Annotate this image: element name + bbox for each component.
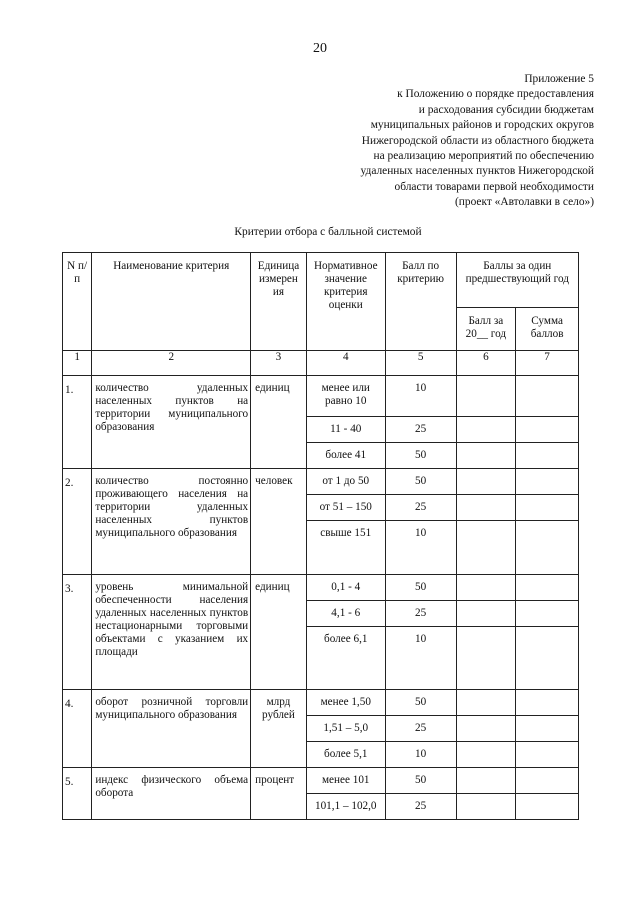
appendix-line: Приложение 5 xyxy=(524,73,594,85)
page-number: 20 xyxy=(313,41,327,56)
prev-score-cell xyxy=(456,575,516,601)
norm-value: 4,1 - 6 xyxy=(306,601,385,627)
table-row xyxy=(63,690,579,716)
prev-sum-cell xyxy=(516,690,579,716)
appendix-line: области товарами первой необходимости xyxy=(394,180,594,193)
prev-score-cell xyxy=(456,521,516,575)
appendix-line: и расходования субсидии бюджетам xyxy=(418,103,594,116)
norm-value: более 6,1 xyxy=(306,627,385,690)
score-value: 25 xyxy=(385,417,456,443)
score-value: 50 xyxy=(385,469,456,495)
prev-sum-cell xyxy=(516,601,579,627)
table-row xyxy=(63,469,579,495)
prev-sum-cell xyxy=(516,376,579,417)
prev-sum-cell xyxy=(516,768,579,794)
score-value: 50 xyxy=(385,768,456,794)
criterion-name: оборот розничной торговли муниципального образования xyxy=(92,690,251,768)
norm-value: менее 101 xyxy=(306,768,385,794)
appendix-line: на реализацию мероприятий по обеспечению xyxy=(373,150,594,163)
criterion-unit: единиц xyxy=(251,575,307,690)
norm-value: менее или равно 10 xyxy=(306,376,385,417)
score-value: 50 xyxy=(385,575,456,601)
score-value: 25 xyxy=(385,495,456,521)
column-number: 6 xyxy=(456,351,516,376)
criterion-number: 1. xyxy=(63,376,92,469)
criterion-name: количество удаленных населенных пунктов на территории муниципального образования xyxy=(92,376,251,469)
column-number: 7 xyxy=(516,351,579,376)
score-value: 25 xyxy=(385,601,456,627)
prev-sum-cell xyxy=(516,627,579,690)
prev-score-cell xyxy=(456,768,516,794)
criterion-unit: процент xyxy=(251,768,307,820)
header-prev-year: Баллы за один предшествующий год xyxy=(456,253,578,308)
criterion-name: индекс физического объема оборота xyxy=(92,768,251,820)
score-value: 10 xyxy=(385,376,456,417)
criterion-name: количество постоянно проживающего населения на территории удаленных населенных пунктов муниципального образования xyxy=(92,469,251,575)
column-number: 3 xyxy=(251,351,307,376)
prev-score-cell xyxy=(456,443,516,469)
criterion-number: 3. xyxy=(63,575,92,690)
prev-sum-cell xyxy=(516,742,579,768)
appendix-line: (проект «Автолавки в село») xyxy=(454,196,594,209)
norm-value: от 51 – 150 xyxy=(306,495,385,521)
header-prev-score: Балл за 20__ год xyxy=(456,308,516,351)
table-row xyxy=(63,768,579,794)
norm-value: более 41 xyxy=(306,443,385,469)
column-number: 4 xyxy=(306,351,385,376)
prev-score-cell xyxy=(456,742,516,768)
appendix-block xyxy=(294,72,594,211)
prev-score-cell xyxy=(456,794,516,820)
appendix-line: к Положению о порядке предоставления xyxy=(397,88,594,101)
prev-score-cell xyxy=(456,690,516,716)
criterion-unit: млрд рублей xyxy=(251,690,307,768)
header-score: Балл по критерию xyxy=(385,253,456,351)
prev-score-cell xyxy=(456,469,516,495)
appendix-line: удаленных населенных пунктов Нижегородской xyxy=(360,165,594,178)
column-number: 1 xyxy=(63,351,92,376)
norm-value: 101,1 – 102,0 xyxy=(306,794,385,820)
norm-value: менее 1,50 xyxy=(306,690,385,716)
prev-sum-cell xyxy=(516,794,579,820)
score-value: 50 xyxy=(385,443,456,469)
criterion-unit: человек xyxy=(251,469,307,575)
header-norm: Нормативное значение критерия оценки xyxy=(306,253,385,351)
criterion-number: 5. xyxy=(63,768,92,820)
criterion-unit: единиц xyxy=(251,376,307,469)
header-unit: Единица измерен ия xyxy=(251,253,307,351)
prev-sum-cell xyxy=(516,521,579,575)
table-row xyxy=(63,575,579,601)
criterion-name: уровень минимальной обеспеченности населения удаленных населенных пунктов нестационарными торговыми объектами с указанием их площади xyxy=(92,575,251,690)
prev-score-cell xyxy=(456,495,516,521)
table-caption: Критерии отбора с балльной системой xyxy=(234,226,422,238)
norm-value: более 5,1 xyxy=(306,742,385,768)
prev-score-cell xyxy=(456,376,516,417)
prev-score-cell xyxy=(456,601,516,627)
prev-sum-cell xyxy=(516,443,579,469)
table-row xyxy=(63,376,579,417)
score-value: 25 xyxy=(385,716,456,742)
criterion-number: 2. xyxy=(63,469,92,575)
norm-value: свыше 151 xyxy=(306,521,385,575)
prev-sum-cell xyxy=(516,417,579,443)
score-value: 10 xyxy=(385,742,456,768)
score-value: 50 xyxy=(385,690,456,716)
header-prev-sum: Сумма баллов xyxy=(516,308,579,351)
norm-value: 11 - 40 xyxy=(306,417,385,443)
prev-sum-cell xyxy=(516,575,579,601)
prev-sum-cell xyxy=(516,716,579,742)
score-value: 10 xyxy=(385,627,456,690)
norm-value: 1,51 – 5,0 xyxy=(306,716,385,742)
score-value: 25 xyxy=(385,794,456,820)
prev-score-cell xyxy=(456,627,516,690)
prev-score-cell xyxy=(456,716,516,742)
column-number: 2 xyxy=(92,351,251,376)
column-number: 5 xyxy=(385,351,456,376)
appendix-line: Нижегородской области из областного бюджета xyxy=(361,134,594,147)
appendix-line: муниципальных районов и городских округов xyxy=(370,119,594,132)
prev-sum-cell xyxy=(516,495,579,521)
norm-value: 0,1 - 4 xyxy=(306,575,385,601)
prev-sum-cell xyxy=(516,469,579,495)
header-name: Наименование критерия xyxy=(92,253,251,351)
criterion-number: 4. xyxy=(63,690,92,768)
criteria-table xyxy=(62,252,579,820)
norm-value: от 1 до 50 xyxy=(306,469,385,495)
score-value: 10 xyxy=(385,521,456,575)
prev-score-cell xyxy=(456,417,516,443)
header-num: N п/п xyxy=(63,253,92,351)
column-numbers-row xyxy=(63,351,579,376)
